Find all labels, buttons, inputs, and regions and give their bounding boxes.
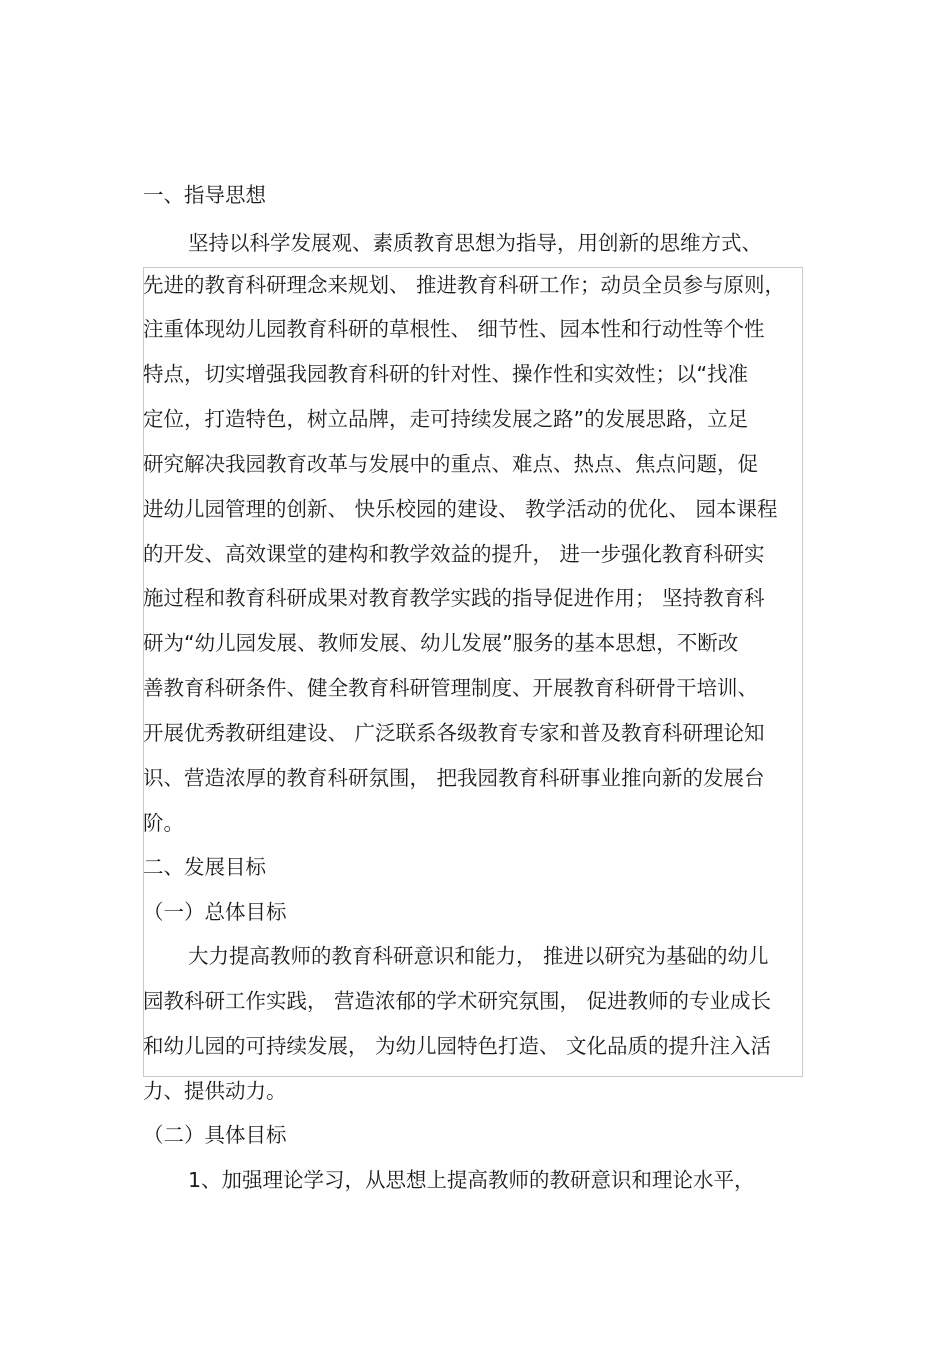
paragraph-line: 定位，打造特色，树立品牌，走可持续发展之路”的发展思路，立足 xyxy=(143,407,749,431)
paragraph-line: 和幼儿园的可持续发展， 为幼儿园特色打造、 文化品质的提升注入活 xyxy=(143,1034,772,1058)
paragraph-line: 研究解决我园教育改革与发展中的重点、难点、热点、焦点问题，促 xyxy=(143,452,758,476)
paragraph-line: 园教科研工作实践， 营造浓郁的学术研究氛围， 促进教师的专业成长 xyxy=(143,989,772,1013)
paragraph-line: 进幼儿园管理的创新、 快乐校园的建设、 教学活动的优化、 园本课程 xyxy=(143,497,778,521)
subheading-overall-goals: （一）总体目标 xyxy=(143,900,287,924)
list-item: 1、加强理论学习，从思想上提高教师的教研意识和理论水平， xyxy=(188,1168,755,1192)
paragraph-line: 力、提供动力。 xyxy=(143,1079,287,1103)
paragraph-line: 善教育科研条件、健全教育科研管理制度、开展教育科研骨干培训、 xyxy=(143,676,758,700)
paragraph-line: 的开发、高效课堂的建构和教学效益的提升， 进一步强化教育科研实 xyxy=(143,542,765,566)
subheading-specific-goals: （二）具体目标 xyxy=(143,1123,287,1147)
paragraph-line: 研为“幼儿园发展、教师发展、幼儿发展”服务的基本思想，不断改 xyxy=(143,631,739,655)
paragraph-line: 先进的教育科研理念来规划、 推进教育科研工作；动员全员参与原则， xyxy=(143,273,786,297)
paragraph-line: 施过程和教育科研成果对教育教学实践的指导促进作用； 坚持教育科 xyxy=(143,586,765,610)
heading-development-goals: 二、发展目标 xyxy=(143,855,266,879)
paragraph-line: 注重体现幼儿园教育科研的草根性、 细节性、园本性和行动性等个性 xyxy=(143,317,765,341)
paragraph-line: 坚持以科学发展观、素质教育思想为指导，用创新的思维方式、 xyxy=(188,231,762,255)
heading-guiding-ideology: 一、指导思想 xyxy=(143,183,266,207)
paragraph-line: 阶。 xyxy=(143,811,184,835)
paragraph-line: 特点，切实增强我园教育科研的针对性、操作性和实效性；以“找准 xyxy=(143,362,749,386)
paragraph-line: 识、营造浓厚的教育科研氛围， 把我园教育科研事业推向新的发展台 xyxy=(143,766,765,790)
paragraph-line: 开展优秀教研组建设、 广泛联系各级教育专家和普及教育科研理论知 xyxy=(143,721,765,745)
paragraph-line: 大力提高教师的教育科研意识和能力， 推进以研究为基础的幼儿 xyxy=(188,944,769,968)
